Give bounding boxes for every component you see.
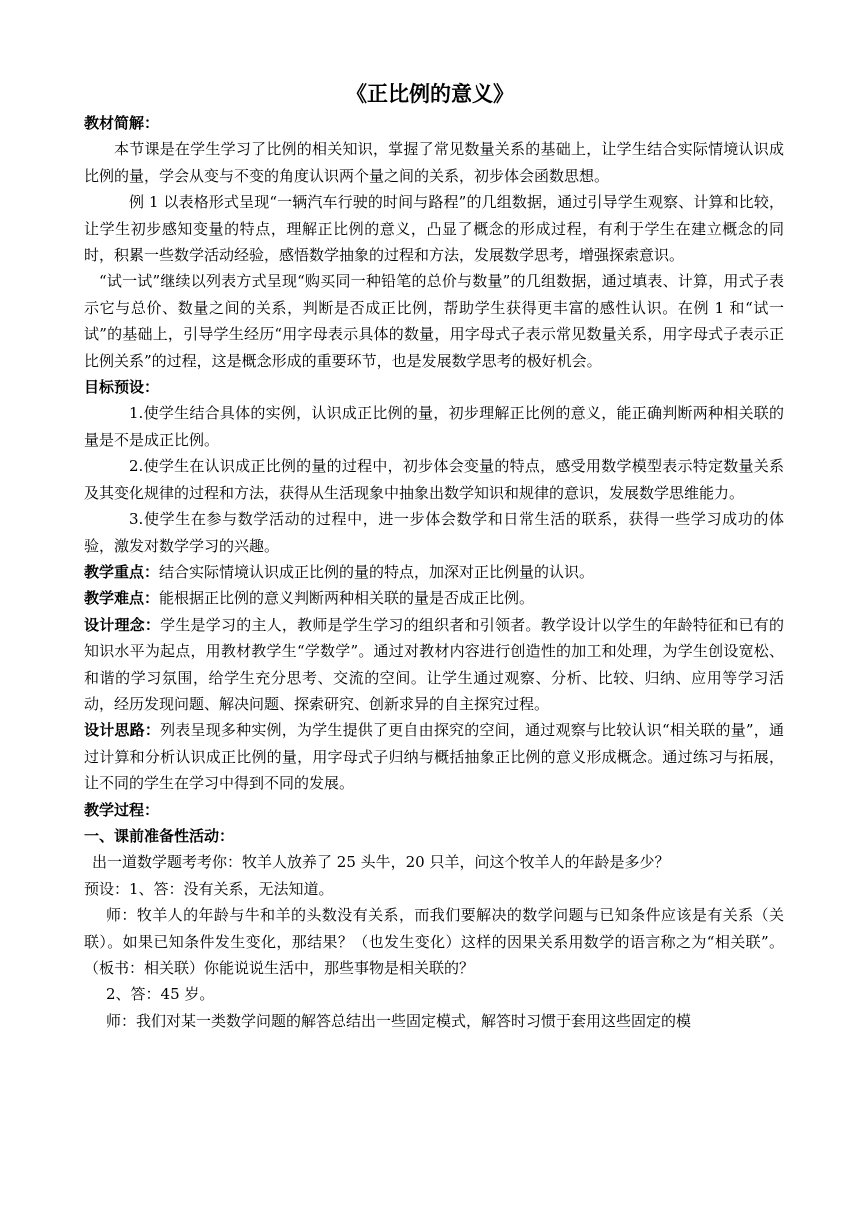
paragraph: 师：牧羊人的年龄与牛和羊的头数没有关系，而我们要解决的数学问题与已知条件应该是有关系（关联）。如果已知条件发生变化，那结果？（也发生变化）这样的因果关系用数学的语言称之为“相关联”。（板书：相关联）你能说说生活中，那些事物是相关联的？ [84, 906, 784, 977]
section-heading-jiaocai: 教材简解： [84, 114, 160, 132]
goal-item: 3.使学生在参与数学活动的过程中，进一步体会数学和日常生活的联系，获得一些学习成功的体验，激发对数学学习的兴趣。 [84, 510, 784, 555]
document-body [84, 110, 784, 1034]
labeled-paragraph-zhongdian [84, 559, 784, 585]
labeled-paragraph-nandian [84, 585, 784, 611]
paragraph: 例 1 以表格形式呈现“一辆汽车行驶的时间与路程”的几组数据，通过引导学生观察、计算和比较，让学生初步感知变量的特点，理解正比例的意义，凸显了概念的形成过程，有利于学生在建立概念的同时，积累一些数学活动经验，感悟数学抽象的过程和方法，发展数学思考，增强探索意识。 [84, 193, 784, 265]
text: 能根据正比例的意义判断两种相关联的量是否成正比例。 [159, 589, 535, 608]
label: 教学重点： [84, 562, 160, 581]
label: 教学难点： [84, 589, 160, 608]
labeled-paragraph-silu [84, 717, 784, 796]
goal-item: 1.使学生结合具体的实例，认识成正比例的量，初步理解正比例的意义，能正确判断两种相关联的量是不是成正比例。 [84, 404, 784, 449]
label: 设计理念： [84, 615, 161, 634]
paragraph: 预设：1、答：没有关系，无法知道。 [84, 879, 334, 898]
paragraph: 本节课是在学生学习了比例的相关知识，掌握了常见数量关系的基础上，让学生结合实际情境认识成比例的量，学会从变与不变的角度认识两个量之间的关系，初步体会函数思想。 [84, 140, 784, 185]
paragraph: 师：我们对某一类数学问题的解答总结出一些固定模式，解答时习惯于套用这些固定的模 [106, 1011, 692, 1030]
subsection-heading: 一、课前准备性活动： [84, 826, 235, 845]
paragraph: “试一试”继续以列表方式呈现“购买同一种铅笔的总价与数量”的几组数据，通过填表、计算，用式子表示它与总价、数量之间的关系，判断是否成正比例，帮助学生获得更丰富的感性认识。在例 1 和“试一试”的基础上，引导学生经历“用字母表示具体的数量，用字母式子表示常见数量关系，用字母式子表示正比例关系”的过程，这是概念形成的重要环节，也是发展数学思考的极好机会。 [84, 272, 784, 370]
paragraph: 2、答：45 岁。 [106, 985, 215, 1004]
goal-item: 2.使学生在认识成正比例的量的过程中，初步体会变量的特点，感受用数学模型表示特定数量关系及其变化规律的过程和方法，获得从生活现象中抽象出数学知识和规律的意识，发展数学思维能力。 [84, 457, 784, 502]
section-heading-mubiao: 目标预设： [84, 378, 160, 397]
label: 设计思路： [84, 721, 161, 740]
paragraph: 出一道数学题考考你：牧羊人放养了 25 头牛，20 只羊，问这个牧羊人的年龄是多少？ [92, 853, 670, 872]
section-heading-guocheng: 教学过程： [84, 800, 160, 819]
document-title: 《正比例的意义》 [346, 82, 514, 106]
text: 列表呈现多种实例，为学生提供了更自由探究的空间，通过观察与比较认识“相关联的量”，通过计算和分析认识成正比例的量，用字母式子归纳与概括抽象正比例的意义形成概念。通过练习与拓展，让不同的学生在学习中得到不同的发展。 [84, 721, 784, 793]
text: 结合实际情境认识成正比例的量的特点，加深对正比例量的认识。 [159, 562, 595, 581]
text: 学生是学习的主人，教师是学生学习的组织者和引领者。教学设计以学生的年龄特征和已有的知识水平为起点，用教材教学生“学数学”。通过对教材内容进行创造性的加工和处理，为学生创设宽松、和谐的学习氛围，给学生充分思考、交流的空间。让学生通过观察、分析、比较、归纳、应用等学习活动，经历发现问题、解决问题、探索研究、创新求异的自主探究过程。 [84, 615, 784, 713]
labeled-paragraph-linian [84, 612, 784, 718]
